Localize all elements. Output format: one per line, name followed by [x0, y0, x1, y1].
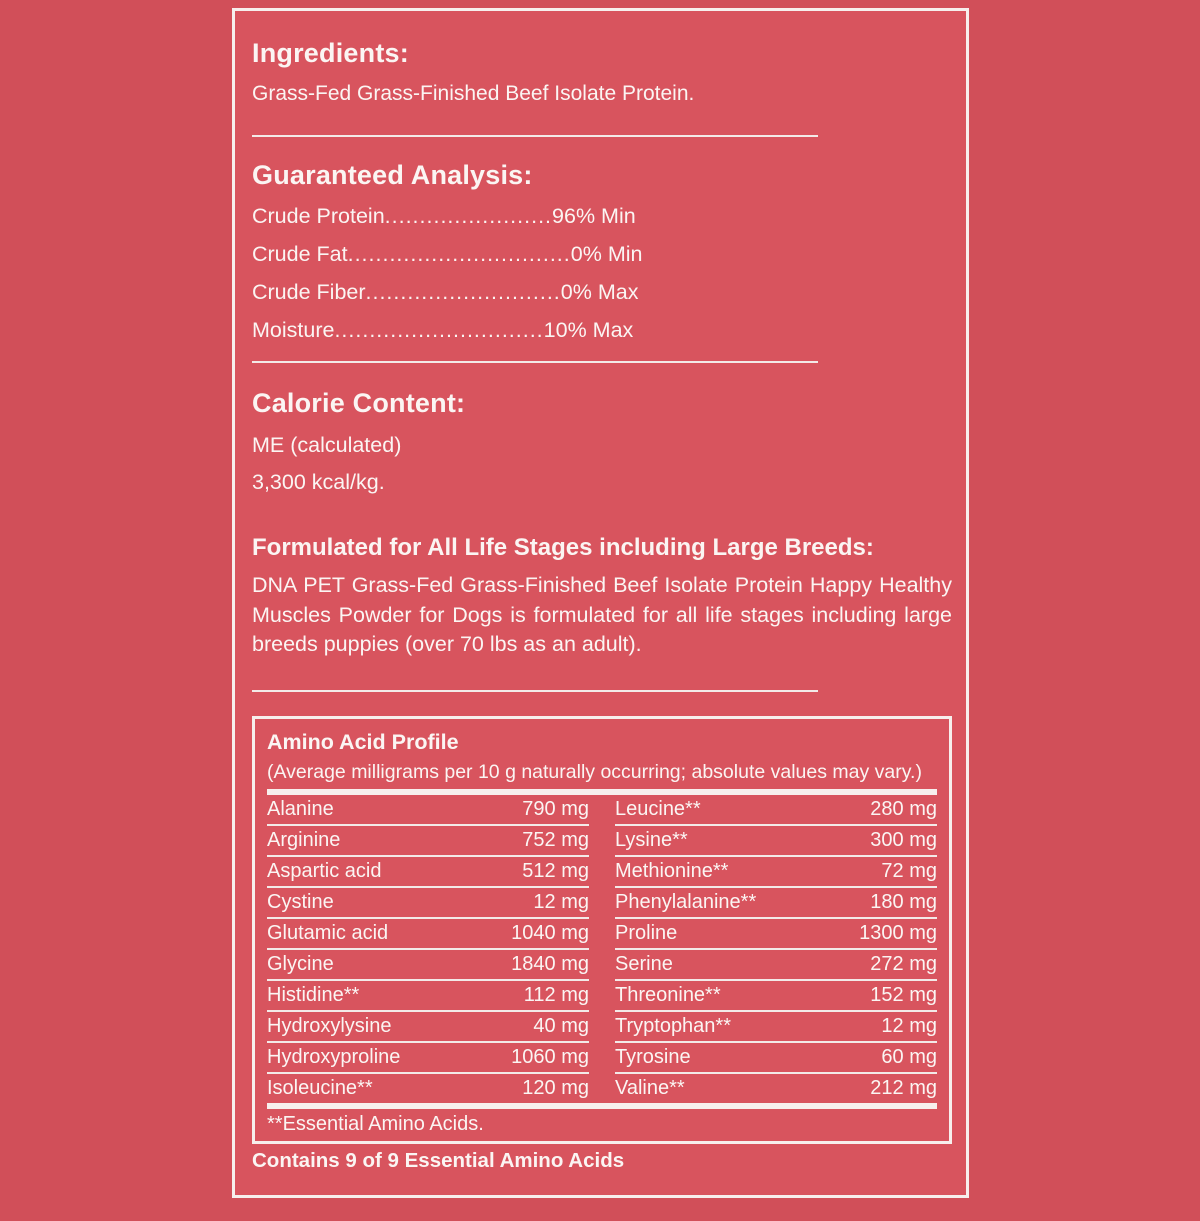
ga-dots: ..............................: [334, 318, 544, 342]
amino-name: Serine: [615, 952, 673, 975]
ga-value: 0% Max: [560, 280, 639, 304]
ga-row-crude-fiber: [252, 273, 952, 311]
amino-name: Lysine**: [615, 828, 688, 851]
table-row: [267, 1043, 589, 1074]
table-row: [615, 981, 937, 1012]
amino-value: 180 mg: [870, 890, 937, 913]
amino-value: 12 mg: [533, 890, 589, 913]
ga-row-moisture: [252, 311, 952, 349]
amino-name: Cystine: [267, 890, 334, 913]
amino-name: Tryptophan**: [615, 1014, 731, 1037]
amino-name: Hydroxylysine: [267, 1014, 392, 1037]
formulated-body: DNA PET Grass-Fed Grass-Finished Beef Isolate Protein Happy Healthy Muscles Powder for Dogs is formulated for all life stages including large breeds puppies (over 70 lbs as an adult).: [252, 573, 952, 656]
ga-label: Moisture: [252, 318, 335, 342]
ga-value: 10% Max: [543, 318, 634, 342]
amino-acid-right-column: [615, 795, 937, 1103]
amino-name: Proline: [615, 921, 678, 944]
amino-name: Valine**: [615, 1076, 685, 1099]
amino-name: Leucine**: [615, 797, 701, 820]
table-row: [267, 1012, 589, 1043]
amino-value: 280 mg: [870, 797, 937, 820]
amino-acid-profile-title: Amino Acid Profile: [267, 729, 459, 754]
table-row: [615, 826, 937, 857]
amino-value: 152 mg: [870, 983, 937, 1006]
formulated-heading: Formulated for All Life Stages including Large Breeds:: [252, 534, 874, 561]
amino-value: 60 mg: [881, 1045, 937, 1068]
table-row: [615, 1012, 937, 1043]
ga-row-crude-fat: [252, 235, 952, 273]
amino-value: 12 mg: [881, 1014, 937, 1037]
amino-value: 272 mg: [870, 952, 937, 975]
calorie-content-heading: Calorie Content:: [252, 388, 466, 418]
ga-row-crude-protein: [252, 197, 952, 235]
amino-value: 1040 mg: [511, 921, 589, 944]
ga-label: Crude Fiber: [252, 280, 366, 304]
amino-value: 72 mg: [881, 859, 937, 882]
amino-name: Isoleucine**: [267, 1076, 373, 1099]
amino-value: 120 mg: [522, 1076, 589, 1099]
table-row: [267, 981, 589, 1012]
label-content: [252, 11, 952, 1221]
amino-value: 212 mg: [870, 1076, 937, 1099]
amino-value: 752 mg: [522, 828, 589, 851]
amino-name: Glutamic acid: [267, 921, 389, 944]
amino-name: Phenylalanine**: [615, 890, 757, 913]
amino-name: Alanine: [267, 797, 334, 820]
table-row: [267, 795, 589, 826]
table-row: [615, 1043, 937, 1074]
label-panel: [232, 8, 969, 1198]
table-row: [267, 857, 589, 888]
guaranteed-analysis-rows: [252, 197, 952, 349]
table-row: [267, 950, 589, 981]
amino-value: 112 mg: [523, 983, 589, 1006]
guaranteed-analysis-heading: Guaranteed Analysis:: [252, 160, 533, 190]
amino-acid-table: [267, 795, 937, 1103]
amino-value: 790 mg: [522, 797, 589, 820]
table-row: [615, 1074, 937, 1103]
calorie-me-line: ME (calculated): [252, 433, 402, 457]
ga-dots: ................................: [347, 242, 571, 266]
ga-value: 96% Min: [552, 204, 636, 228]
amino-name: Hydroxyproline: [267, 1045, 401, 1068]
calorie-kcal-line: 3,300 kcal/kg.: [252, 470, 385, 494]
divider: [252, 690, 818, 692]
amino-name: Aspartic acid: [267, 859, 382, 882]
table-row: [615, 888, 937, 919]
ga-label: Crude Fat: [252, 242, 348, 266]
table-row: [615, 857, 937, 888]
calorie-content-body: [252, 427, 952, 501]
ingredients-heading: Ingredients:: [252, 38, 409, 68]
table-row: [615, 919, 937, 950]
amino-name: Threonine**: [615, 983, 721, 1006]
amino-value: 40 mg: [533, 1014, 589, 1037]
table-row: [267, 1074, 589, 1103]
table-row: [267, 826, 589, 857]
amino-value: 512 mg: [522, 859, 589, 882]
contains-essential-amino-acids-line: Contains 9 of 9 Essential Amino Acids: [252, 1148, 625, 1172]
amino-value: 1060 mg: [511, 1045, 589, 1068]
amino-name: Methionine**: [615, 859, 729, 882]
ingredients-body: Grass-Fed Grass-Finished Beef Isolate Protein.: [252, 82, 695, 105]
ga-dots: ............................: [365, 280, 561, 304]
amino-acid-left-column: [267, 795, 589, 1103]
amino-name: Histidine**: [267, 983, 360, 1006]
ga-dots: ........................: [384, 204, 553, 228]
divider: [252, 361, 818, 363]
amino-value: 300 mg: [870, 828, 937, 851]
divider: [252, 135, 818, 137]
table-row: [267, 919, 589, 950]
amino-acid-profile-box: [252, 716, 952, 1144]
amino-value: 1840 mg: [511, 952, 589, 975]
ga-value: 0% Min: [570, 242, 643, 266]
amino-value: 1300 mg: [859, 921, 937, 944]
table-row: [615, 795, 937, 826]
amino-acid-profile-subtitle: (Average milligrams per 10 g naturally occurring; absolute values may vary.): [267, 760, 922, 783]
ga-label: Crude Protein: [252, 204, 385, 228]
essential-amino-acids-footnote: **Essential Amino Acids.: [267, 1112, 484, 1135]
amino-name: Arginine: [267, 828, 341, 851]
amino-name: Tyrosine: [615, 1045, 691, 1068]
table-row: [267, 888, 589, 919]
table-row: [615, 950, 937, 981]
amino-name: Glycine: [267, 952, 334, 975]
